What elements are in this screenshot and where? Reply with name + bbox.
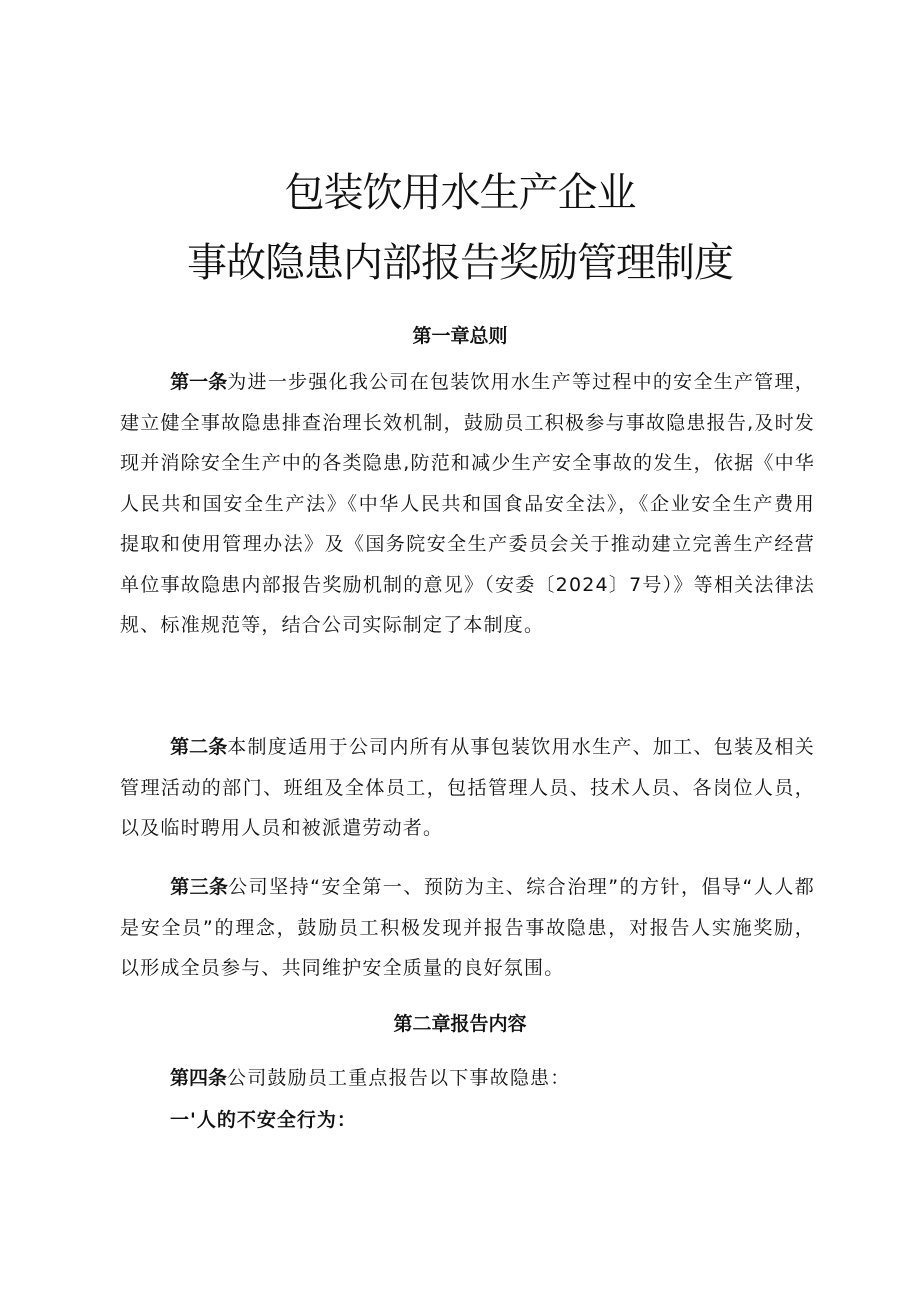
- chapter-2-heading: 第二章报告内容: [393, 1013, 527, 1035]
- article-1-label: 第一条: [170, 371, 228, 393]
- article-2: [120, 727, 815, 849]
- article-4: [120, 1058, 815, 1099]
- article-4-label: 第四条: [170, 1067, 228, 1089]
- document-title-line-2: 事故隐患内部报告奖励管理制度: [187, 240, 733, 286]
- article-3-text: 公司坚持“安全第一、预防为主、综合治理”的方针，倡导“人人都是安全员”的理念，鼓励员工积极发现并报告事故隐患，对报告人实施奖励，以形成全员参与、共同维护安全质量的良好氛围。: [120, 876, 815, 979]
- document-title-line-1: 包装饮用水生产企业: [284, 170, 636, 216]
- article-4-text: 公司鼓励员工重点报告以下事故隐患：: [227, 1067, 571, 1089]
- article-1-text: 为进一步强化我公司在包装饮用水生产等过程中的安全生产管理，建立健全事故隐患排查治理长效机制，鼓励员工积极参与事故隐患报告,及时发现并消除安全生产中的各类隐患,防范和减少生产安全事故的发生，依据《中华人民共和国安全生产法》《中华人民共和国食品安全法》，《企业安全生产费用提取和使用管理办法》及《国务院安全生产委员会关于推动建立完善生产经营单位事故隐患内部报告奖励机制的意见》（安委〔2024〕7号）》等相关法律法规、标准规范等，结合公司实际制定了本制度。: [120, 371, 815, 636]
- article-1: [120, 362, 815, 646]
- article-2-text: 本制度适用于公司内所有从事包装饮用水生产、加工、包装及相关管理活动的部门、班组及全体员工，包括管理人员、技术人员、各岗位人员，以及临时聘用人员和被派遣劳动者。: [120, 736, 815, 839]
- article-3-label: 第三条: [170, 876, 229, 898]
- article-2-label: 第二条: [170, 736, 228, 758]
- article-3: [120, 867, 815, 989]
- list-item-unsafe-behavior: 一'人的不安全行为：: [170, 1109, 357, 1131]
- chapter-1-heading: 第一章总则: [412, 325, 508, 347]
